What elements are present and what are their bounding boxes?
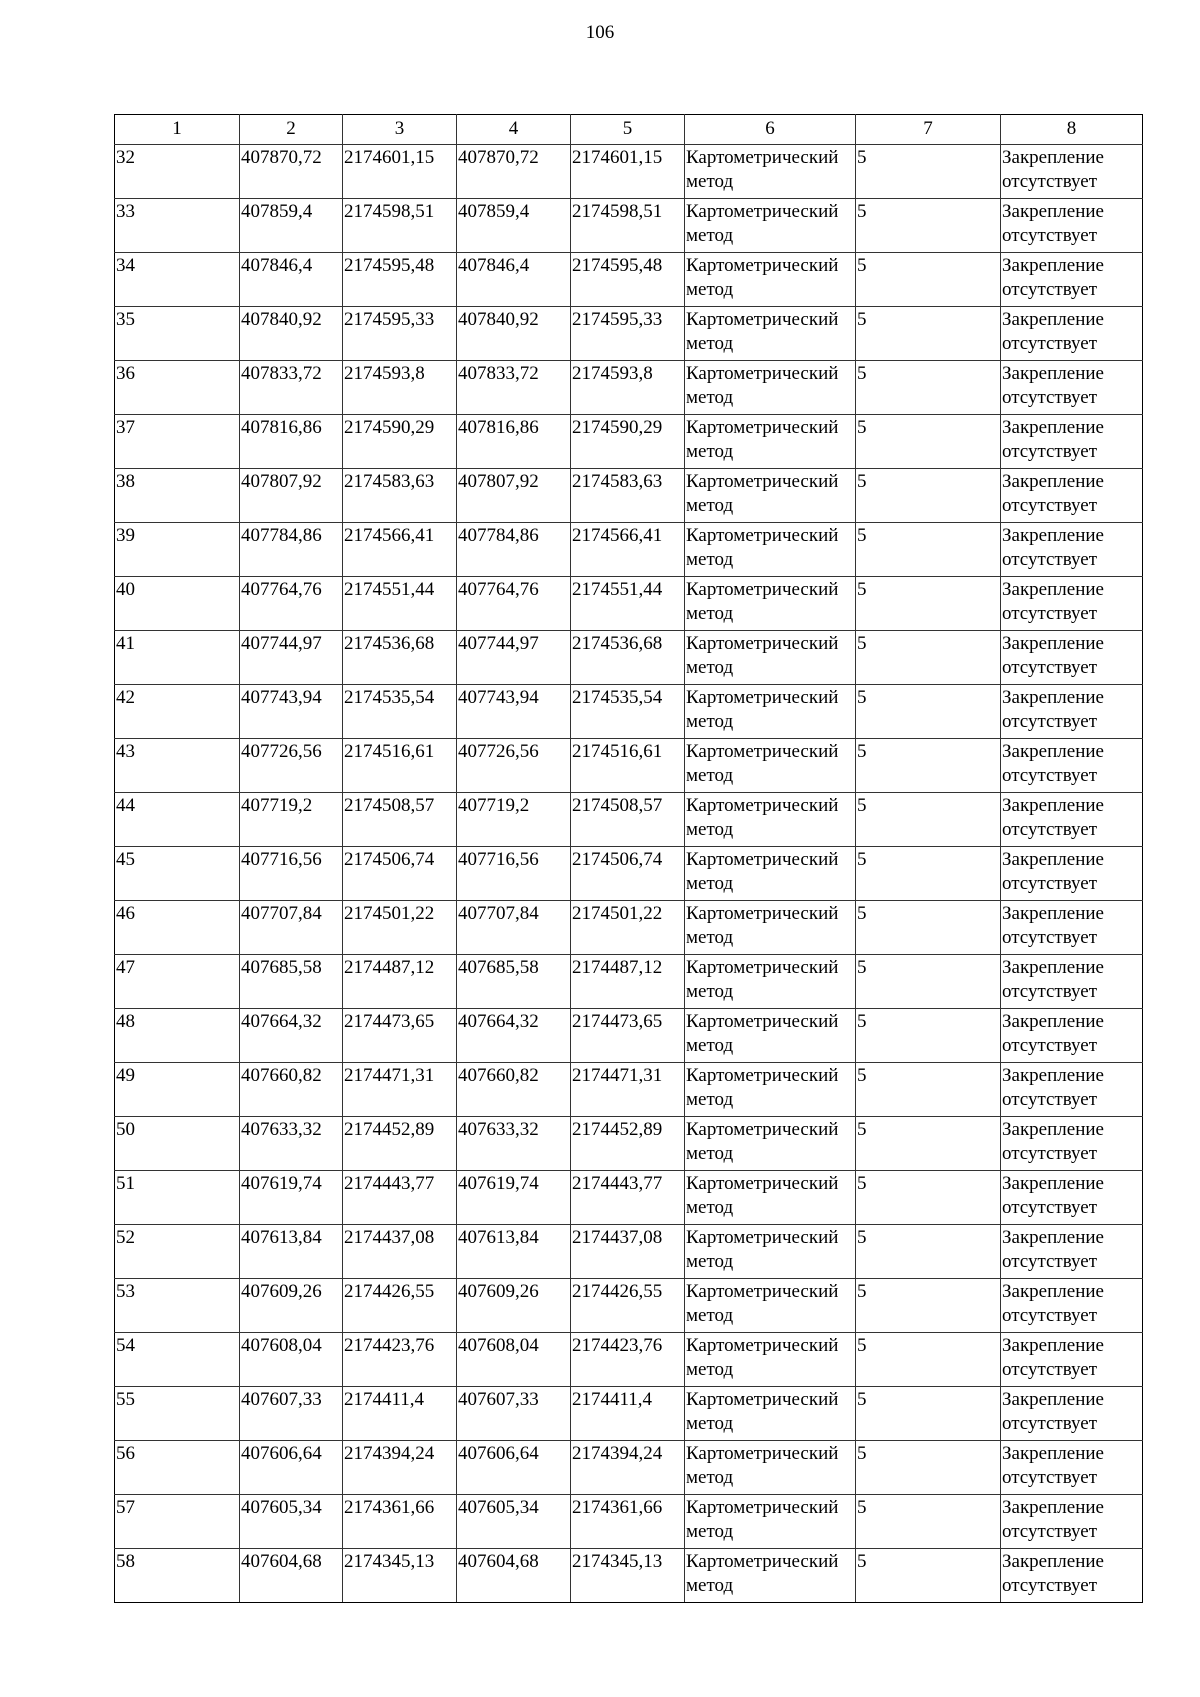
cell-y-existing: 2174583,63 <box>343 469 457 523</box>
table-row <box>115 253 1143 307</box>
cell-accuracy: 5 <box>856 199 1001 253</box>
cell-y-specified: 2174595,33 <box>571 307 685 361</box>
cell-accuracy: 5 <box>856 793 1001 847</box>
cell-x-existing: 407685,58 <box>240 955 343 1009</box>
cell-x-existing: 407660,82 <box>240 1063 343 1117</box>
cell-x-existing: 407784,86 <box>240 523 343 577</box>
table-row <box>115 145 1143 199</box>
cell-y-specified: 2174345,13 <box>571 1549 685 1603</box>
table-row <box>115 469 1143 523</box>
cell-x-specified: 407719,2 <box>457 793 571 847</box>
cell-x-specified: 407613,84 <box>457 1225 571 1279</box>
cell-accuracy: 5 <box>856 739 1001 793</box>
cell-x-existing: 407707,84 <box>240 901 343 955</box>
cell-accuracy: 5 <box>856 1063 1001 1117</box>
cell-y-specified: 2174361,66 <box>571 1495 685 1549</box>
cell-x-existing: 407764,76 <box>240 577 343 631</box>
column-header-2: 2 <box>240 115 343 145</box>
cell-accuracy: 5 <box>856 1495 1001 1549</box>
cell-x-existing: 407816,86 <box>240 415 343 469</box>
cell-fixation: Закрепление отсутствует <box>1001 1063 1143 1117</box>
cell-x-specified: 407840,92 <box>457 307 571 361</box>
cell-y-specified: 2174583,63 <box>571 469 685 523</box>
cell-point-number: 40 <box>115 577 240 631</box>
cell-x-existing: 407605,34 <box>240 1495 343 1549</box>
cell-point-number: 45 <box>115 847 240 901</box>
cell-fixation: Закрепление отсутствует <box>1001 955 1143 1009</box>
cell-accuracy: 5 <box>856 1549 1001 1603</box>
table-row <box>115 415 1143 469</box>
table-row <box>115 1171 1143 1225</box>
cell-fixation: Закрепление отсутствует <box>1001 1441 1143 1495</box>
cell-point-number: 34 <box>115 253 240 307</box>
cell-point-number: 49 <box>115 1063 240 1117</box>
cell-y-specified: 2174501,22 <box>571 901 685 955</box>
cell-x-existing: 407807,92 <box>240 469 343 523</box>
cell-y-specified: 2174452,89 <box>571 1117 685 1171</box>
cell-x-specified: 407633,32 <box>457 1117 571 1171</box>
cell-fixation: Закрепление отсутствует <box>1001 1333 1143 1387</box>
cell-point-number: 47 <box>115 955 240 1009</box>
table-row <box>115 577 1143 631</box>
cell-method: Картометрический метод <box>685 1009 856 1063</box>
cell-x-specified: 407833,72 <box>457 361 571 415</box>
cell-accuracy: 5 <box>856 1225 1001 1279</box>
cell-x-specified: 407743,94 <box>457 685 571 739</box>
table-row <box>115 1333 1143 1387</box>
cell-accuracy: 5 <box>856 469 1001 523</box>
cell-y-specified: 2174394,24 <box>571 1441 685 1495</box>
cell-x-existing: 407607,33 <box>240 1387 343 1441</box>
cell-fixation: Закрепление отсутствует <box>1001 847 1143 901</box>
cell-fixation: Закрепление отсутствует <box>1001 739 1143 793</box>
cell-point-number: 53 <box>115 1279 240 1333</box>
cell-fixation: Закрепление отсутствует <box>1001 901 1143 955</box>
cell-x-specified: 407870,72 <box>457 145 571 199</box>
cell-fixation: Закрепление отсутствует <box>1001 145 1143 199</box>
cell-method: Картометрический метод <box>685 1387 856 1441</box>
cell-y-specified: 2174411,4 <box>571 1387 685 1441</box>
cell-y-existing: 2174443,77 <box>343 1171 457 1225</box>
cell-fixation: Закрепление отсутствует <box>1001 1171 1143 1225</box>
cell-accuracy: 5 <box>856 631 1001 685</box>
cell-fixation: Закрепление отсутствует <box>1001 793 1143 847</box>
cell-y-existing: 2174535,54 <box>343 685 457 739</box>
table-row <box>115 307 1143 361</box>
cell-method: Картометрический метод <box>685 793 856 847</box>
cell-point-number: 58 <box>115 1549 240 1603</box>
table-row <box>115 739 1143 793</box>
cell-accuracy: 5 <box>856 1387 1001 1441</box>
cell-y-specified: 2174595,48 <box>571 253 685 307</box>
cell-method: Картометрический метод <box>685 631 856 685</box>
cell-point-number: 39 <box>115 523 240 577</box>
cell-fixation: Закрепление отсутствует <box>1001 523 1143 577</box>
cell-point-number: 44 <box>115 793 240 847</box>
cell-x-existing: 407846,4 <box>240 253 343 307</box>
cell-point-number: 56 <box>115 1441 240 1495</box>
cell-y-existing: 2174487,12 <box>343 955 457 1009</box>
column-header-4: 4 <box>457 115 571 145</box>
cell-y-specified: 2174535,54 <box>571 685 685 739</box>
cell-y-specified: 2174551,44 <box>571 577 685 631</box>
cell-fixation: Закрепление отсутствует <box>1001 1387 1143 1441</box>
cell-y-existing: 2174452,89 <box>343 1117 457 1171</box>
cell-accuracy: 5 <box>856 523 1001 577</box>
cell-method: Картометрический метод <box>685 415 856 469</box>
cell-y-specified: 2174536,68 <box>571 631 685 685</box>
cell-x-existing: 407833,72 <box>240 361 343 415</box>
cell-method: Картометрический метод <box>685 253 856 307</box>
cell-accuracy: 5 <box>856 145 1001 199</box>
cell-x-existing: 407613,84 <box>240 1225 343 1279</box>
cell-y-existing: 2174516,61 <box>343 739 457 793</box>
cell-y-existing: 2174601,15 <box>343 145 457 199</box>
cell-y-existing: 2174471,31 <box>343 1063 457 1117</box>
cell-x-specified: 407607,33 <box>457 1387 571 1441</box>
cell-y-specified: 2174437,08 <box>571 1225 685 1279</box>
cell-y-specified: 2174506,74 <box>571 847 685 901</box>
table-row <box>115 901 1143 955</box>
table-row <box>115 523 1143 577</box>
cell-x-specified: 407807,92 <box>457 469 571 523</box>
column-header-5: 5 <box>571 115 685 145</box>
cell-fixation: Закрепление отсутствует <box>1001 469 1143 523</box>
cell-method: Картометрический метод <box>685 685 856 739</box>
cell-fixation: Закрепление отсутствует <box>1001 1009 1143 1063</box>
table-row <box>115 793 1143 847</box>
cell-accuracy: 5 <box>856 1009 1001 1063</box>
cell-y-specified: 2174471,31 <box>571 1063 685 1117</box>
table-row <box>115 847 1143 901</box>
cell-point-number: 37 <box>115 415 240 469</box>
cell-x-specified: 407685,58 <box>457 955 571 1009</box>
cell-method: Картометрический метод <box>685 361 856 415</box>
cell-method: Картометрический метод <box>685 1225 856 1279</box>
cell-x-existing: 407743,94 <box>240 685 343 739</box>
cell-y-existing: 2174508,57 <box>343 793 457 847</box>
cell-fixation: Закрепление отсутствует <box>1001 631 1143 685</box>
cell-y-existing: 2174345,13 <box>343 1549 457 1603</box>
cell-x-existing: 407604,68 <box>240 1549 343 1603</box>
cell-x-existing: 407609,26 <box>240 1279 343 1333</box>
cell-y-existing: 2174551,44 <box>343 577 457 631</box>
cell-method: Картометрический метод <box>685 523 856 577</box>
cell-accuracy: 5 <box>856 253 1001 307</box>
cell-method: Картометрический метод <box>685 307 856 361</box>
cell-point-number: 42 <box>115 685 240 739</box>
cell-y-existing: 2174593,8 <box>343 361 457 415</box>
cell-x-specified: 407609,26 <box>457 1279 571 1333</box>
cell-point-number: 41 <box>115 631 240 685</box>
cell-point-number: 48 <box>115 1009 240 1063</box>
column-header-7: 7 <box>856 115 1001 145</box>
cell-y-specified: 2174516,61 <box>571 739 685 793</box>
cell-fixation: Закрепление отсутствует <box>1001 1117 1143 1171</box>
cell-y-existing: 2174437,08 <box>343 1225 457 1279</box>
cell-method: Картометрический метод <box>685 1495 856 1549</box>
page-number: 106 <box>585 22 615 43</box>
cell-x-specified: 407604,68 <box>457 1549 571 1603</box>
cell-x-existing: 407859,4 <box>240 199 343 253</box>
cell-x-existing: 407716,56 <box>240 847 343 901</box>
cell-fixation: Закрепление отсутствует <box>1001 1225 1143 1279</box>
cell-x-existing: 407608,04 <box>240 1333 343 1387</box>
column-header-3: 3 <box>343 115 457 145</box>
cell-method: Картометрический метод <box>685 1171 856 1225</box>
cell-fixation: Закрепление отсутствует <box>1001 1279 1143 1333</box>
cell-x-existing: 407744,97 <box>240 631 343 685</box>
cell-x-specified: 407816,86 <box>457 415 571 469</box>
cell-fixation: Закрепление отсутствует <box>1001 415 1143 469</box>
cell-point-number: 33 <box>115 199 240 253</box>
cell-x-existing: 407664,32 <box>240 1009 343 1063</box>
cell-fixation: Закрепление отсутствует <box>1001 685 1143 739</box>
cell-x-specified: 407608,04 <box>457 1333 571 1387</box>
coordinates-table <box>114 114 1143 1603</box>
table-row <box>115 1009 1143 1063</box>
cell-y-specified: 2174487,12 <box>571 955 685 1009</box>
cell-x-specified: 407744,97 <box>457 631 571 685</box>
cell-y-specified: 2174601,15 <box>571 145 685 199</box>
cell-y-existing: 2174501,22 <box>343 901 457 955</box>
cell-y-specified: 2174598,51 <box>571 199 685 253</box>
cell-y-specified: 2174593,8 <box>571 361 685 415</box>
cell-x-specified: 407784,86 <box>457 523 571 577</box>
cell-method: Картометрический метод <box>685 1549 856 1603</box>
table-row <box>115 199 1143 253</box>
cell-x-specified: 407716,56 <box>457 847 571 901</box>
cell-accuracy: 5 <box>856 685 1001 739</box>
cell-point-number: 38 <box>115 469 240 523</box>
column-header-8: 8 <box>1001 115 1143 145</box>
cell-method: Картометрический метод <box>685 1063 856 1117</box>
cell-accuracy: 5 <box>856 955 1001 1009</box>
cell-x-specified: 407606,64 <box>457 1441 571 1495</box>
table-row <box>115 631 1143 685</box>
table-row <box>115 685 1143 739</box>
cell-method: Картометрический метод <box>685 1117 856 1171</box>
cell-fixation: Закрепление отсутствует <box>1001 1495 1143 1549</box>
cell-method: Картометрический метод <box>685 1333 856 1387</box>
cell-accuracy: 5 <box>856 1441 1001 1495</box>
cell-y-existing: 2174426,55 <box>343 1279 457 1333</box>
cell-x-existing: 407870,72 <box>240 145 343 199</box>
table-row <box>115 1279 1143 1333</box>
cell-method: Картометрический метод <box>685 1441 856 1495</box>
cell-x-specified: 407619,74 <box>457 1171 571 1225</box>
cell-y-specified: 2174508,57 <box>571 793 685 847</box>
cell-y-existing: 2174595,33 <box>343 307 457 361</box>
table-row <box>115 1495 1143 1549</box>
cell-x-existing: 407633,32 <box>240 1117 343 1171</box>
cell-x-specified: 407660,82 <box>457 1063 571 1117</box>
cell-accuracy: 5 <box>856 307 1001 361</box>
cell-point-number: 46 <box>115 901 240 955</box>
cell-fixation: Закрепление отсутствует <box>1001 361 1143 415</box>
cell-accuracy: 5 <box>856 361 1001 415</box>
table-row <box>115 955 1143 1009</box>
cell-x-specified: 407605,34 <box>457 1495 571 1549</box>
cell-method: Картометрический метод <box>685 1279 856 1333</box>
table-row <box>115 1063 1143 1117</box>
cell-y-existing: 2174394,24 <box>343 1441 457 1495</box>
cell-y-specified: 2174426,55 <box>571 1279 685 1333</box>
cell-y-existing: 2174566,41 <box>343 523 457 577</box>
cell-x-existing: 407719,2 <box>240 793 343 847</box>
header-row <box>115 115 1143 145</box>
cell-accuracy: 5 <box>856 901 1001 955</box>
table-row <box>115 1549 1143 1603</box>
cell-y-specified: 2174443,77 <box>571 1171 685 1225</box>
cell-method: Картометрический метод <box>685 577 856 631</box>
cell-point-number: 55 <box>115 1387 240 1441</box>
cell-method: Картометрический метод <box>685 199 856 253</box>
cell-fixation: Закрепление отсутствует <box>1001 1549 1143 1603</box>
cell-y-existing: 2174506,74 <box>343 847 457 901</box>
cell-y-existing: 2174423,76 <box>343 1333 457 1387</box>
cell-method: Картометрический метод <box>685 739 856 793</box>
cell-x-specified: 407846,4 <box>457 253 571 307</box>
cell-y-specified: 2174590,29 <box>571 415 685 469</box>
cell-y-existing: 2174595,48 <box>343 253 457 307</box>
cell-accuracy: 5 <box>856 847 1001 901</box>
cell-point-number: 36 <box>115 361 240 415</box>
cell-fixation: Закрепление отсутствует <box>1001 307 1143 361</box>
cell-fixation: Закрепление отсутствует <box>1001 199 1143 253</box>
cell-accuracy: 5 <box>856 415 1001 469</box>
cell-y-specified: 2174473,65 <box>571 1009 685 1063</box>
cell-point-number: 50 <box>115 1117 240 1171</box>
cell-x-existing: 407619,74 <box>240 1171 343 1225</box>
table-row <box>115 1225 1143 1279</box>
cell-y-existing: 2174536,68 <box>343 631 457 685</box>
cell-y-specified: 2174566,41 <box>571 523 685 577</box>
cell-x-existing: 407606,64 <box>240 1441 343 1495</box>
cell-x-specified: 407764,76 <box>457 577 571 631</box>
cell-accuracy: 5 <box>856 1333 1001 1387</box>
cell-y-existing: 2174361,66 <box>343 1495 457 1549</box>
cell-y-existing: 2174598,51 <box>343 199 457 253</box>
cell-method: Картометрический метод <box>685 847 856 901</box>
table-row <box>115 361 1143 415</box>
column-header-1: 1 <box>115 115 240 145</box>
cell-x-specified: 407664,32 <box>457 1009 571 1063</box>
cell-y-specified: 2174423,76 <box>571 1333 685 1387</box>
cell-point-number: 32 <box>115 145 240 199</box>
cell-point-number: 35 <box>115 307 240 361</box>
cell-x-specified: 407859,4 <box>457 199 571 253</box>
cell-point-number: 43 <box>115 739 240 793</box>
cell-method: Картометрический метод <box>685 955 856 1009</box>
cell-y-existing: 2174590,29 <box>343 415 457 469</box>
cell-x-specified: 407707,84 <box>457 901 571 955</box>
cell-x-specified: 407726,56 <box>457 739 571 793</box>
cell-point-number: 51 <box>115 1171 240 1225</box>
cell-x-existing: 407840,92 <box>240 307 343 361</box>
table-row <box>115 1117 1143 1171</box>
cell-fixation: Закрепление отсутствует <box>1001 577 1143 631</box>
cell-x-existing: 407726,56 <box>240 739 343 793</box>
cell-y-existing: 2174473,65 <box>343 1009 457 1063</box>
cell-y-existing: 2174411,4 <box>343 1387 457 1441</box>
cell-accuracy: 5 <box>856 1117 1001 1171</box>
cell-accuracy: 5 <box>856 1279 1001 1333</box>
cell-method: Картометрический метод <box>685 145 856 199</box>
table-header <box>115 115 1143 145</box>
cell-accuracy: 5 <box>856 577 1001 631</box>
cell-point-number: 54 <box>115 1333 240 1387</box>
cell-method: Картометрический метод <box>685 469 856 523</box>
cell-point-number: 57 <box>115 1495 240 1549</box>
column-header-6: 6 <box>685 115 856 145</box>
cell-method: Картометрический метод <box>685 901 856 955</box>
table-row <box>115 1441 1143 1495</box>
cell-accuracy: 5 <box>856 1171 1001 1225</box>
table-row <box>115 1387 1143 1441</box>
table-body <box>115 145 1143 1603</box>
cell-fixation: Закрепление отсутствует <box>1001 253 1143 307</box>
cell-point-number: 52 <box>115 1225 240 1279</box>
